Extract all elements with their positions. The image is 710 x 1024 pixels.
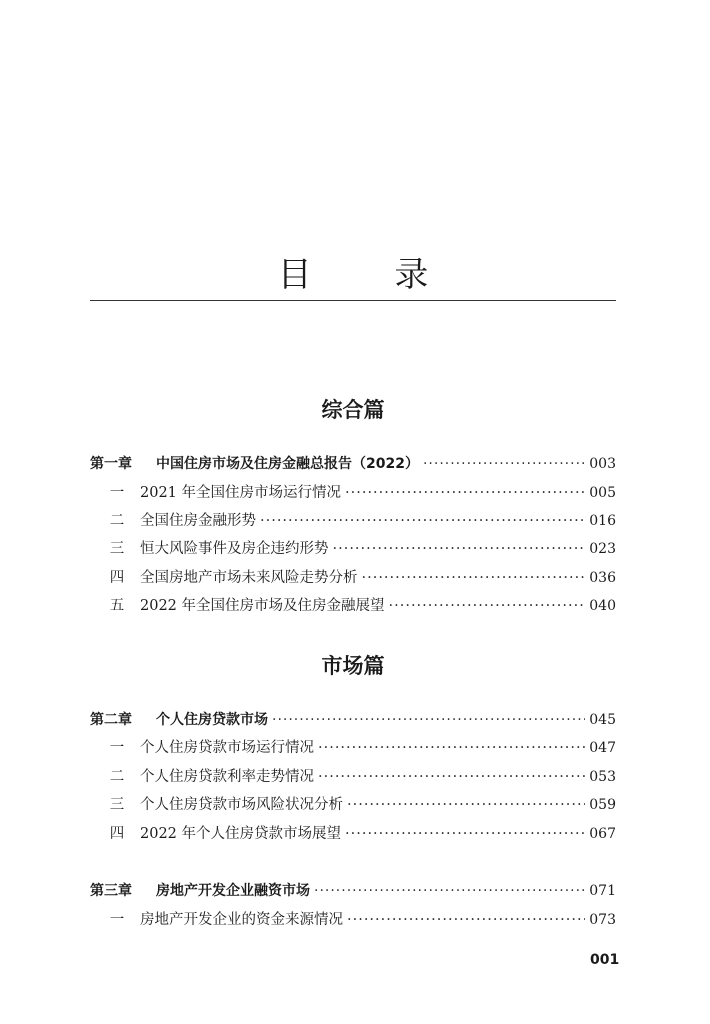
toc-entry[interactable] [90, 594, 616, 618]
entry-label: 房地产开发企业的资金来源情况 [140, 912, 343, 928]
entry-number: 五 [109, 598, 125, 614]
toc-entry[interactable] [90, 736, 616, 760]
entry-page: 040 [589, 598, 616, 614]
leader-dots [389, 594, 586, 618]
entry-page: 071 [589, 883, 616, 899]
entry-number: 三 [109, 797, 125, 813]
leader-dots [345, 481, 585, 505]
entry-label: 恒大风险事件及房企违约形势 [140, 541, 329, 557]
toc-entry[interactable] [90, 793, 616, 817]
entry-number: 一 [109, 912, 125, 928]
leader-dots [318, 736, 585, 760]
entry-number: 第三章 [90, 883, 132, 899]
leader-dots [314, 879, 585, 903]
entry-page: 036 [589, 570, 616, 586]
entry-number: 三 [109, 541, 125, 557]
leader-dots [347, 793, 585, 817]
entry-page: 023 [589, 541, 616, 557]
entry-label: 个人住房贷款市场运行情况 [140, 740, 314, 756]
leader-dots [318, 765, 585, 789]
entry-page: 073 [589, 912, 616, 928]
entry-label: 全国房地产市场未来风险走势分析 [140, 570, 358, 586]
toc-entry[interactable] [90, 481, 616, 505]
entry-label: 全国住房金融形势 [140, 513, 256, 529]
toc-entry[interactable] [90, 537, 616, 561]
page-title: 目 录 [277, 255, 465, 295]
entry-label: 中国住房市场及住房金融总报告（2022） [156, 456, 419, 472]
leader-dots [260, 509, 585, 533]
entry-number: 第一章 [90, 456, 132, 472]
toc-entry[interactable] [90, 509, 616, 533]
entry-page: 045 [589, 712, 616, 728]
title-divider [90, 300, 616, 301]
entry-label: 2022 年全国住房市场及住房金融展望 [140, 598, 385, 614]
toc-entry[interactable] [90, 908, 616, 932]
page-number: 001 [590, 952, 620, 968]
entry-number: 一 [109, 485, 125, 501]
entry-page: 005 [589, 485, 616, 501]
entry-page: 059 [589, 797, 616, 813]
leader-dots [362, 566, 586, 590]
entry-label: 2022 年个人住房贷款市场展望 [140, 826, 342, 842]
entry-number: 第二章 [90, 712, 132, 728]
toc-entry[interactable] [90, 765, 616, 789]
entry-number: 二 [109, 769, 125, 785]
entry-number: 一 [109, 740, 125, 756]
leader-dots [423, 452, 585, 476]
toc-entry[interactable] [90, 822, 616, 846]
entry-number: 二 [109, 513, 125, 529]
entry-label: 个人住房贷款市场风险状况分析 [140, 797, 343, 813]
leader-dots [333, 537, 586, 561]
entry-number: 四 [109, 570, 125, 586]
toc-entry-chapter-1[interactable] [90, 452, 616, 476]
toc-entry-chapter-2[interactable] [90, 708, 616, 732]
toc-entry[interactable] [90, 566, 616, 590]
section-heading-market: 市场篇 [321, 653, 385, 678]
entry-label: 2021 年全国住房市场运行情况 [140, 485, 342, 501]
entry-number: 四 [109, 826, 125, 842]
entry-label: 个人住房贷款利率走势情况 [140, 769, 314, 785]
entry-page: 053 [589, 769, 616, 785]
entry-page: 047 [589, 740, 616, 756]
leader-dots [347, 908, 585, 932]
entry-label: 房地产开发企业融资市场 [156, 883, 310, 899]
entry-page: 016 [589, 513, 616, 529]
entry-page: 067 [589, 826, 616, 842]
toc-entry-chapter-3[interactable] [90, 879, 616, 903]
section-heading-comprehensive: 综合篇 [321, 397, 385, 422]
entry-page: 003 [589, 456, 616, 472]
leader-dots [272, 708, 585, 732]
leader-dots [345, 822, 585, 846]
entry-label: 个人住房贷款市场 [156, 712, 268, 728]
